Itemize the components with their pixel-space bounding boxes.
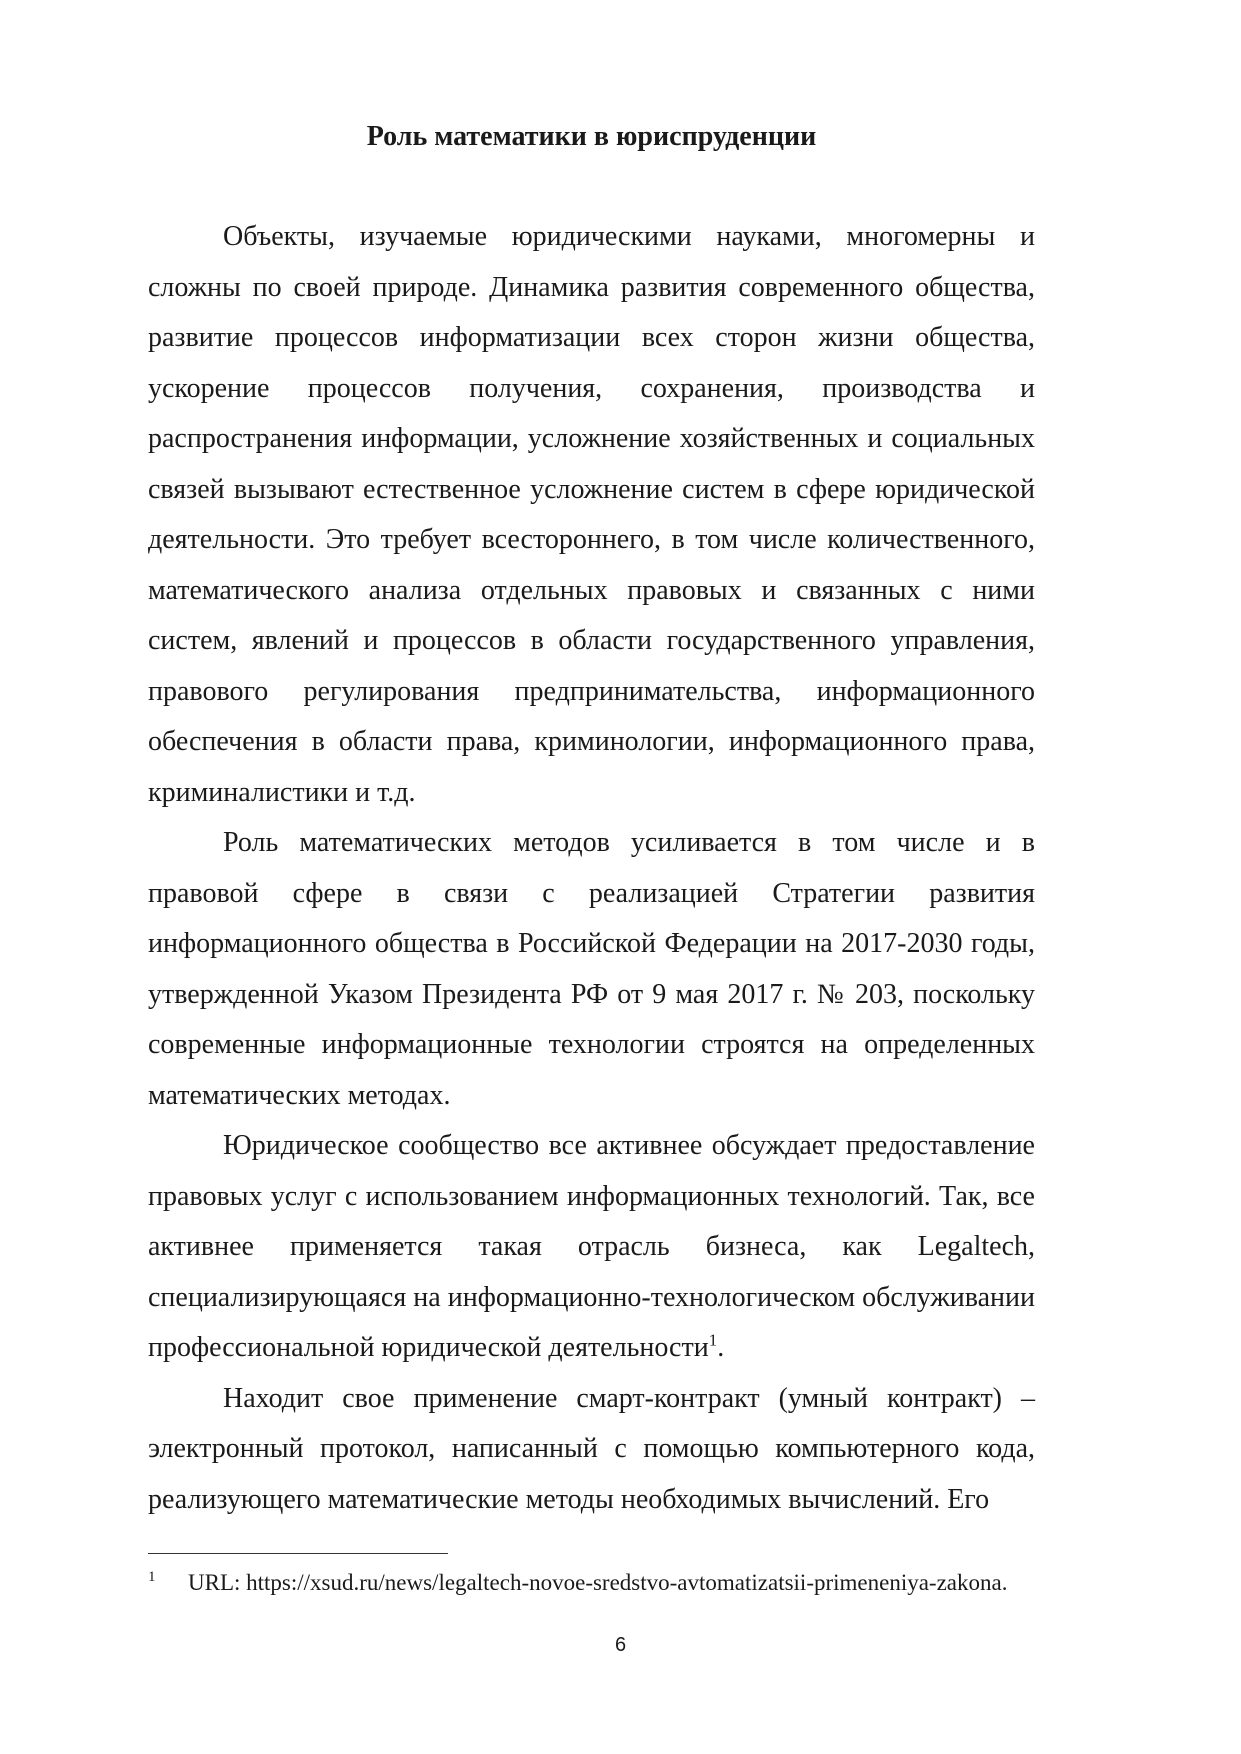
paragraph-4: Находит свое применение смарт-контракт (умный контракт) – электронный протокол, написанный с помощью компьютерного кода, реализующего математические методы необходимых вычислений. Его	[148, 1382, 1035, 1515]
footnote: 1 URL: https://xsud.ru/news/legaltech-novoe-sredstvo-avtomatizatsii-primeneniya-zakona.	[148, 1569, 1008, 1595]
paragraph-3-end: .	[717, 1332, 725, 1363]
page-number: 6	[614, 1634, 627, 1656]
footnote-separator	[148, 1553, 448, 1554]
paragraph-1: Объекты, изучаемые юридическими науками, многомерны и сложны по своей природе. Динамика развития современного общества, развитие процессов информатизации всех сторон жизни общества, ускорение процессов получения, сохранения, производства и распространения информации, усложнение хозяйственных и социальных связей вызывают естественное усложнение систем в сфере юридической деятельности. Это требует всестороннего, в том числе количественного, математического анализа отдельных правовых и связанных с ними систем, явлений и процессов в области государственного управления, правового регулирования предпринимательства, информационного обеспечения в области права, криминологии, информационного права, криминалистики и т.д.	[148, 221, 1035, 808]
body-text	[148, 212, 1035, 1525]
paragraph-3-text: Юридическое сообщество все активнее обсуждает предоставление правовых услуг с использованием информационных технологий. Так, все активнее применяется такая отрасль бизнеса, как Legaltech, специализирующаяся на информационно-технологическом обслуживании профессиональной юридической деятельности	[148, 1130, 1035, 1363]
footnote-reference[interactable]: 1	[708, 1330, 718, 1350]
paragraph-2: Роль математических методов усиливается в том числе и в правовой сфере в связи с реализацией Стратегии развития информационного общества в Российской Федерации на 2017-2030 годы, утвержденной Указом Президента РФ от 9 мая 2017 г. № 203, поскольку современные информационные технологии строятся на определенных математических методах.	[148, 827, 1035, 1111]
paragraph-3	[148, 1121, 1035, 1374]
page-title: Роль математики в юриспруденции	[366, 121, 817, 152]
footnote-text[interactable]: URL: https://xsud.ru/news/legaltech-novoe-sredstvo-avtomatizatsii-primeneniya-zakona.	[188, 1570, 1008, 1595]
